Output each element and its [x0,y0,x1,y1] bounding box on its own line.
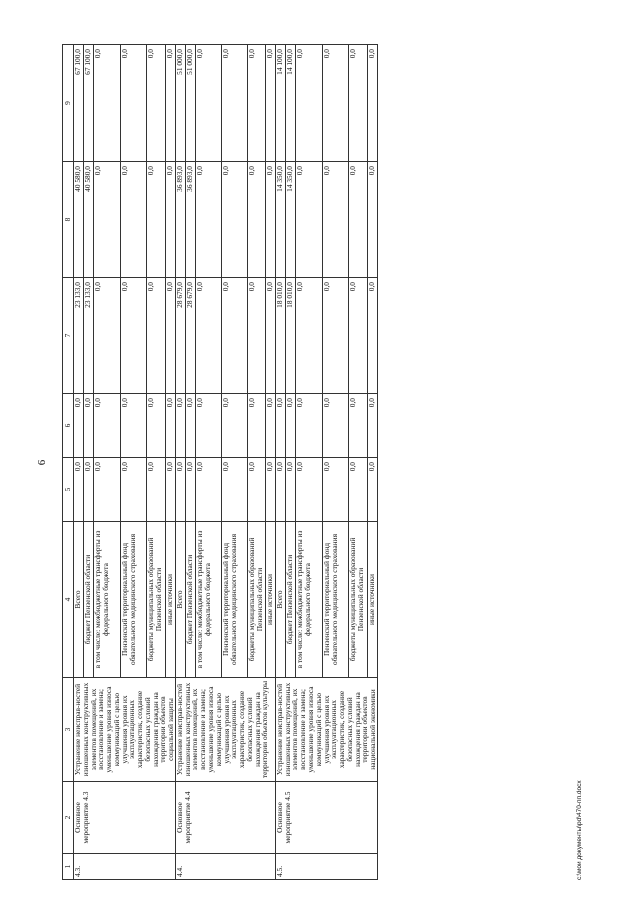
header-cell: 2 [63,782,74,854]
activity-description: Устранение неисправ-ностей изношенных конструктивных элементов помещений, их восстановление и замена; уменьшение уровня износа коммуникаций с целью улучшения уровня их эксплуатационных характеристик, создание безопасных условий нахождения граждан на территории объектов социальной защиты [74,678,176,782]
table-row [275,45,285,880]
value-cell: 0,0 [147,162,165,278]
header-cell: 8 [63,162,74,278]
value-cell: 0,0 [296,45,323,162]
value-cell: 0,0 [120,278,147,394]
value-cell: 40 580,0 [84,162,94,278]
value-cell: 0,0 [94,394,121,458]
value-cell: 0,0 [367,458,377,522]
value-cell: 0,0 [322,394,349,458]
activity-code: 4.3. [74,854,176,880]
funding-source: бюджеты муниципальных образований Пензенской области [349,522,367,678]
value-cell: 0,0 [84,458,94,522]
value-cell: 0,0 [120,162,147,278]
header-row [63,45,74,880]
activity-code: 4.5. [275,854,377,880]
value-cell: 0,0 [221,394,247,458]
funding-source: бюджеты муниципальных образований Пензенской области [247,522,265,678]
funding-source: Пензенский территориальный фонд обязательного медицинского страхования [322,522,349,678]
value-cell: 0,0 [120,394,147,458]
value-cell: 0,0 [175,458,185,522]
value-cell: 0,0 [185,394,195,458]
value-cell: 67 100,0 [84,45,94,162]
funding-source: бюджет Пензенской области [185,522,195,678]
value-cell: 0,0 [221,45,247,162]
value-cell: 0,0 [147,278,165,394]
funding-source: в том числе: межбюджетные трансферты из федерального бюджета [195,522,221,678]
value-cell: 23 133,0 [84,278,94,394]
value-cell: 0,0 [165,394,175,458]
value-cell: 0,0 [94,458,121,522]
value-cell: 18 010,0 [275,278,285,394]
value-cell: 0,0 [296,458,323,522]
funding-source: Всего [74,522,84,678]
funding-source: в том числе: межбюджетные трансферты из федерального бюджета [94,522,121,678]
value-cell: 0,0 [349,45,367,162]
value-cell: 0,0 [322,458,349,522]
value-cell: 0,0 [367,394,377,458]
value-cell: 0,0 [165,162,175,278]
value-cell: 0,0 [185,458,195,522]
activity-description: Устранение неисправ-ностей изношенных конструктивных элементов помещений, их восстановление и замена; уменьшение уровня износа коммуникаций с целью улучшения уровня их эксплуатационных характеристик, создание безопасных условий нахождения граждан на территории объектов национальной экономики [275,678,377,782]
value-cell: 0,0 [195,162,221,278]
value-cell: 0,0 [247,458,265,522]
header-cell: 5 [63,458,74,522]
funding-source: Всего [175,522,185,678]
value-cell: 0,0 [247,278,265,394]
value-cell: 0,0 [322,45,349,162]
value-cell: 0,0 [349,458,367,522]
value-cell: 0,0 [94,45,121,162]
value-cell: 0,0 [147,394,165,458]
value-cell: 28 679,0 [185,278,195,394]
funding-source: иные источники [165,522,175,678]
value-cell: 0,0 [367,278,377,394]
value-cell: 0,0 [147,458,165,522]
funding-source: бюджет Пензенской области [286,522,296,678]
budget-table [62,44,378,880]
activity-description: Устранение неисправ-ностей изношенных конструктивных элементов помещений, их восстановление и замена; уменьшение уровня износа коммуникаций с целью улучшения уровня их эксплуатационных характеристик, создание безопасных условий нахождения граждан на территории объектов культуры [175,678,275,782]
value-cell: 0,0 [165,458,175,522]
value-cell: 0,0 [265,458,275,522]
funding-source: Пензенский территориальный фонд обязательного медицинского страхования [221,522,247,678]
value-cell: 0,0 [195,394,221,458]
header-cell: 6 [63,394,74,458]
value-cell: 0,0 [147,45,165,162]
funding-source: бюджет Пензенской области [84,522,94,678]
funding-source: иные источники [367,522,377,678]
value-cell: 28 679,0 [175,278,185,394]
header-cell: 7 [63,278,74,394]
header-cell: 9 [63,45,74,162]
value-cell: 36 893,0 [175,162,185,278]
value-cell: 23 133,0 [74,278,84,394]
value-cell: 0,0 [247,45,265,162]
value-cell: 0,0 [296,278,323,394]
value-cell: 0,0 [247,162,265,278]
value-cell: 0,0 [120,458,147,522]
value-cell: 0,0 [265,162,275,278]
funding-source: Пензенский территориальный фонд обязательного медицинского страхования [120,522,147,678]
value-cell: 0,0 [84,394,94,458]
funding-source: Всего [275,522,285,678]
value-cell: 0,0 [165,45,175,162]
value-cell: 0,0 [322,278,349,394]
value-cell: 0,0 [247,394,265,458]
header-cell: 4 [63,522,74,678]
rotated-table-container [36,45,583,880]
table-row [175,45,185,880]
value-cell: 14 350,0 [286,162,296,278]
value-cell: 0,0 [367,162,377,278]
value-cell: 0,0 [195,278,221,394]
value-cell: 40 580,0 [74,162,84,278]
value-cell: 67 100,0 [74,45,84,162]
value-cell: 0,0 [296,394,323,458]
value-cell: 0,0 [74,394,84,458]
value-cell: 14 350,0 [275,162,285,278]
activity-name: Основное мероприятие 4.3 [74,782,176,854]
value-cell: 18 010,0 [286,278,296,394]
value-cell: 0,0 [74,458,84,522]
value-cell: 0,0 [195,458,221,522]
header-cell: 1 [63,854,74,880]
value-cell: 0,0 [221,278,247,394]
value-cell: 0,0 [94,162,121,278]
funding-source: бюджеты муниципальных образований Пензенской области [147,522,165,678]
value-cell: 0,0 [165,278,175,394]
value-cell: 0,0 [195,45,221,162]
value-cell: 51 000,0 [185,45,195,162]
value-cell: 51 000,0 [175,45,185,162]
page-number: 6 [36,459,48,466]
value-cell: 0,0 [275,458,285,522]
value-cell: 14 100,0 [275,45,285,162]
value-cell: 14 100,0 [286,45,296,162]
value-cell: 0,0 [322,162,349,278]
header-cell: 3 [63,678,74,782]
value-cell: 0,0 [275,394,285,458]
value-cell: 36 893,0 [185,162,195,278]
value-cell: 0,0 [349,394,367,458]
value-cell: 0,0 [120,45,147,162]
activity-name: Основное мероприятие 4.5 [275,782,377,854]
value-cell: 0,0 [296,162,323,278]
table-row [74,45,84,880]
value-cell: 0,0 [265,45,275,162]
table-body [63,45,378,880]
value-cell: 0,0 [367,45,377,162]
footer-file-path: c:\мои документы\pd\470-пп.docx [576,780,583,880]
value-cell: 0,0 [221,458,247,522]
value-cell: 0,0 [94,278,121,394]
activity-code: 4.4. [175,854,275,880]
value-cell: 0,0 [265,278,275,394]
value-cell: 0,0 [286,394,296,458]
funding-source: в том числе: межбюджетные трансферты из федерального бюджета [296,522,323,678]
value-cell: 0,0 [349,278,367,394]
value-cell: 0,0 [221,162,247,278]
activity-name: Основное мероприятие 4.4 [175,782,275,854]
funding-source: иные источники [265,522,275,678]
value-cell: 0,0 [265,394,275,458]
value-cell: 0,0 [286,458,296,522]
value-cell: 0,0 [175,394,185,458]
value-cell: 0,0 [349,162,367,278]
